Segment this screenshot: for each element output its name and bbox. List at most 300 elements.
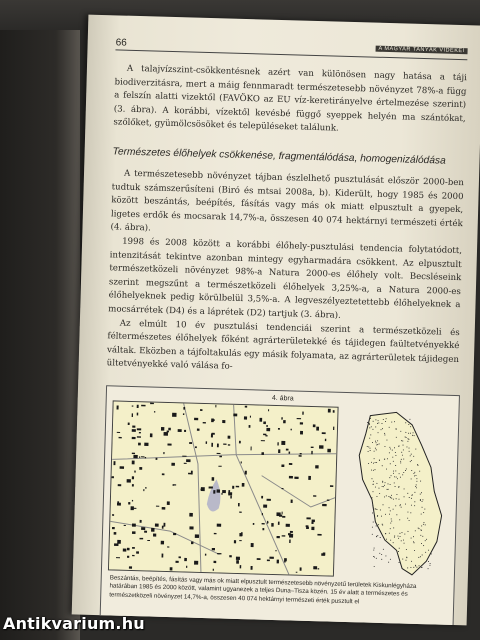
lost-patch [162,553,164,557]
inset-patch [378,422,379,423]
inset-patch [383,549,384,550]
inset-patch [414,505,415,506]
inset-patch [376,558,377,559]
inset-patch [384,433,385,434]
inset-patch [405,436,406,437]
inset-patch [377,535,378,536]
inset-patch [374,458,375,459]
inset-patch [413,536,414,537]
inset-patch [396,476,397,477]
inset-patch [414,542,415,543]
inset-patch [395,470,396,471]
lost-patch [218,466,221,467]
inset-patch [376,444,377,445]
inset-patch [407,518,408,519]
inset-patch [395,455,396,456]
inset-patch [384,496,385,497]
lost-patch [132,429,136,432]
inset-patch [396,498,397,499]
inset-patch [413,432,414,433]
lost-patch [167,443,171,445]
inset-patch [399,473,400,474]
inset-patch [394,476,395,477]
inset-patch [408,531,409,532]
lost-patch [284,561,286,563]
lost-patch [291,499,293,502]
inset-patch [428,568,429,569]
lost-patch [132,500,133,502]
inset-patch [421,525,422,526]
inset-patch [390,510,391,511]
inset-patch [423,522,424,523]
lost-patch [223,443,226,444]
inset-patch [374,566,375,567]
inset-patch [405,422,406,423]
lost-patch [162,526,164,529]
inset-patch [406,446,407,447]
lost-patch [163,523,165,527]
lost-patch [164,432,169,436]
inset-patch [399,533,400,534]
inset-patch [405,432,406,433]
inset-patch [423,524,424,525]
inset-patch [408,424,409,425]
inset-patch [422,536,423,537]
inset-patch [369,438,370,439]
inset-patch [398,538,399,539]
lost-patch [168,428,171,431]
inset-patch [416,487,417,488]
lost-patch [189,513,193,517]
lost-patch [117,405,119,409]
lost-patch [228,436,231,439]
inset-patch [420,556,421,557]
inset-patch [390,559,391,560]
inset-patch [401,440,402,441]
lost-patch [266,425,268,427]
inset-patch [391,495,392,496]
inset-patch [423,512,424,513]
lost-patch [325,439,326,441]
lost-patch [322,432,326,434]
inset-patch [395,486,396,487]
lost-patch [137,428,141,430]
lost-patch [271,523,273,527]
inset-patch [373,556,374,557]
inset-patch [372,442,373,443]
inset-patch [404,543,405,544]
lost-patch [211,443,213,447]
lost-patch [217,453,221,454]
lost-patch [128,422,130,424]
inset-patch [407,441,408,442]
inset-patch [396,428,397,429]
lost-patch [138,443,141,446]
lost-patch [127,479,131,483]
lost-patch [139,456,140,458]
section-paragraph-1: A természetesebb növényzet tájban észlelhető pusztulását először 2000-ben tudtuk számszerűsíteni (Biró és mtsai 2008a, b). Kiderült, hogy 1985 és 2000 között beszántás, beépítés, fásítás vagy más ok miatt elpusztult a gyepek, ligetes erdők és mocsarak 14,7%-a, összesen 40 074 hektárnyi természeti érték (4. ábra). [110,168,465,234]
inset-patch [414,550,415,551]
lost-patch [327,499,330,500]
inset-patch [370,450,371,451]
inset-patch [413,473,414,474]
inset-patch [375,508,376,509]
inset-patch [394,537,395,538]
inset-patch [406,560,407,561]
inset-patch [390,448,391,449]
inset-patch [431,553,432,554]
inset-patch [376,525,377,526]
lost-patch [147,540,150,541]
lost-patch [233,413,237,416]
inset-patch [414,501,415,502]
inset-patch [387,458,388,459]
running-head: A MAGYAR TANYÁK VIDÉKEI [375,46,467,55]
page-number: 66 [115,37,127,49]
lost-patch [284,558,287,561]
lost-patch [308,476,311,480]
section-paragraph-3: Az elmúlt 10 év pusztulási tendenciái szerint a természetközeli és féltermészetes élőhelyek főként agrárterületekké és tájidegen faültetvényekké váltak. Eközben a tájfoltakulás egy másik folyamata, az agrárterületek tájidegen ültetvényekké való válása fo- [106,318,460,373]
lost-patch [262,523,265,524]
figure-caption: Beszántás, beépítés, fásítás vagy más ok miatt elpusztult természetesebb növényzetű területek Kiskunlégyháza határában 1985 és 2000 között, valamint ugyanezek a teljes Duna–Tisza közén. 15 év alatt a természetes és természetközeli növényzet 14,7%-a, összesen 40 074 hektárnyi természeti érték pusztult el [109,574,417,606]
lost-patch [120,466,124,469]
inset-patch [373,484,374,485]
lost-patch [277,559,279,563]
lost-patch [286,449,289,451]
lost-patch [261,496,263,499]
inset-patch [414,475,415,476]
lost-patch [114,532,117,535]
inset-patch [380,509,381,510]
inset-map [346,409,451,580]
inset-patch [374,451,375,452]
inset-patch [399,499,400,500]
inset-patch [376,509,377,510]
inset-patch [405,470,406,471]
inset-patch [415,448,416,449]
lost-patch [312,519,315,522]
inset-patch [428,550,429,551]
inset-patch [384,459,385,460]
inset-patch [410,433,411,434]
lost-patch [282,516,285,518]
inset-map-drawing [346,409,451,580]
inset-patch [379,553,380,554]
inset-patch [370,418,371,419]
inset-patch [390,523,391,524]
lost-patch [118,484,122,486]
lost-patch [300,453,302,455]
lost-patch [245,471,247,475]
inset-patch [371,426,372,427]
lost-patch [167,501,170,505]
lost-patch [229,555,232,557]
inset-patch [370,448,371,449]
lost-patch [128,502,130,505]
inset-patch [406,557,407,558]
inset-patch [390,463,391,464]
inset-patch [379,488,380,489]
lost-patch [317,534,321,536]
lost-patch [127,548,130,551]
lost-patch [140,520,142,523]
inset-patch [388,483,389,484]
inset-patch [415,530,416,531]
inset-patch [382,481,383,482]
inset-patch [384,434,385,435]
inset-patch [419,528,420,529]
inset-patch [373,491,374,492]
inset-patch [389,507,390,508]
inset-patch [411,470,412,471]
lost-patch [117,503,121,506]
inset-patch [396,437,397,438]
lost-patch [306,525,309,527]
inset-patch [375,486,376,487]
inset-patch [384,446,385,447]
inset-patch [388,496,389,497]
lost-patch [186,566,187,568]
inset-patch [395,505,396,506]
lost-patch [140,538,144,540]
inset-patch [371,462,372,463]
lost-patch [306,517,310,519]
inset-patch [382,482,383,483]
inset-patch [402,532,403,533]
inset-patch [430,563,431,564]
inset-patch [420,481,421,482]
lost-patch [206,441,207,444]
inset-patch [401,507,402,508]
inset-patch [390,540,391,541]
inset-patch [377,423,378,424]
inset-patch [392,450,393,451]
lost-patch [266,428,270,431]
lost-patch [253,523,255,525]
inset-patch [382,465,383,466]
inset-patch [424,508,425,509]
inset-patch [379,459,380,460]
lost-patch [214,533,217,534]
inset-patch [395,465,396,466]
lost-patch [167,430,169,432]
lost-patch [184,558,187,561]
inset-patch [389,477,390,478]
inset-patch [410,426,411,427]
lost-patch [132,547,135,549]
lost-patch [257,558,261,560]
inset-patch [406,468,407,469]
inset-patch [369,424,370,425]
inset-patch [410,567,411,568]
inset-patch [412,435,413,436]
inset-patch [407,511,408,512]
lost-patch [269,557,273,559]
lost-patch [330,485,333,487]
lost-patch [132,437,136,439]
lost-patch [276,512,280,516]
inset-patch [394,482,395,483]
lost-patch [211,418,214,422]
lost-patch [124,525,126,526]
inset-patch [426,539,427,540]
inset-patch [430,565,431,566]
lost-patch [150,403,154,405]
inset-patch [414,435,415,436]
lost-patch [132,405,134,406]
inset-patch [414,492,415,493]
inset-patch [371,478,372,479]
lost-patch [117,540,121,544]
inset-patch [393,470,394,471]
lost-patch [289,451,291,453]
inset-patch [388,562,389,563]
inset-patch [398,536,399,537]
lost-patch [183,413,184,415]
lost-patch [263,421,266,424]
lost-patch [249,425,251,428]
lost-patch [238,503,240,506]
lost-patch [267,521,268,524]
inset-patch [410,461,411,462]
lost-patch [205,554,206,556]
lost-patch [131,506,134,510]
lost-patch [277,536,280,538]
lost-patch [155,523,159,526]
lost-patch [244,416,247,419]
lost-patch [132,476,134,479]
lost-patch [197,428,200,430]
lost-patch [134,470,135,472]
inset-patch [398,487,399,488]
inset-patch [414,472,415,473]
lost-patch [267,499,271,501]
lost-patch [145,487,146,489]
lost-patch [313,424,316,427]
inset-patch [404,534,405,535]
inset-patch [385,421,386,422]
lost-patch [117,432,120,433]
lost-patch [129,566,132,568]
inset-patch [378,432,379,433]
inset-patch [423,545,424,546]
lost-patch [281,488,283,489]
inset-patch [400,462,401,463]
lost-patch [162,473,165,475]
lost-patch [315,465,318,468]
inset-patch [402,455,403,456]
watermark: Antikvarium.hu [3,614,145,633]
lost-patch [234,540,236,543]
lost-patch [245,406,247,408]
inset-patch [396,494,397,495]
inset-patch [367,422,368,423]
inset-patch [389,452,390,453]
lost-patch [213,490,215,494]
lost-patch [313,566,317,569]
lost-patch [283,420,286,423]
inset-patch [422,501,423,502]
inset-patch [394,421,395,422]
main-map-drawing [109,401,338,575]
inset-patch [383,419,384,420]
lost-patch [141,527,145,530]
inset-patch [409,447,410,448]
lost-patch [200,409,202,411]
lost-patch [173,533,176,535]
inset-patch [422,507,423,508]
lost-patch [289,463,292,465]
lost-patch [150,433,153,437]
lost-patch [211,433,213,437]
inset-patch [383,504,384,505]
lost-patch [145,457,146,458]
lost-patch [300,431,303,435]
page-content [99,37,468,625]
inset-patch [416,481,417,482]
lost-patch [213,561,216,563]
lost-patch [296,572,298,573]
lost-patch [217,443,219,447]
inset-patch [400,505,401,506]
book-spine-shadow [0,0,80,640]
inset-patch [373,470,374,471]
inset-patch [367,446,368,447]
inset-patch [400,477,401,478]
inset-patch [421,543,422,544]
inset-patch [390,497,391,498]
lost-patch [114,543,118,546]
inset-patch [376,462,377,463]
lost-patch [209,486,213,488]
lost-patch [267,559,270,561]
lost-patch [236,560,239,564]
inset-patch [374,518,375,519]
inset-patch [398,551,399,552]
lost-patch [286,524,290,527]
inset-patch [385,533,386,534]
inset-patch [411,454,412,455]
section-heading: Természetes élőhelyek csökkenése, fragmentálódása, homogenizálódása [112,146,446,167]
inset-patch [376,496,377,497]
paragraph-1: A talajvízszint-csökkentésnek azért van különösen nagy hatása a táji biodiverzitásra, mert a máig fennmaradt természetesebb növényzet 78%-a függ a felszín alatti vizektől (FAVÖKO az EU víz-keretirányelve értelmezése szerint) (3. ábra). A korábbi, vízektől kevésbé függő syeppek helyén ma szántókat, szőlőket, gyümölcsösöket és településeket találunk. [113,63,467,135]
lost-patch [241,532,243,536]
lost-patch [299,455,302,457]
inset-patch [393,542,394,543]
inset-patch [420,500,421,501]
lost-patch [132,555,135,556]
inset-map-outline [356,411,444,575]
lost-patch [116,557,120,558]
lost-patch [239,441,241,444]
inset-patch [406,549,407,550]
inset-patch [373,507,374,508]
inset-patch [394,535,395,536]
lost-patch [219,456,222,458]
lost-patch [291,429,292,431]
inset-patch [389,427,390,428]
lost-patch [241,461,242,463]
inset-patch [393,527,394,528]
lost-patch [282,535,286,536]
inset-patch [416,478,417,479]
inset-patch [373,463,374,464]
lost-patch [191,471,193,475]
inset-patch [405,504,406,505]
lost-patch [262,513,263,515]
lost-patch [132,523,136,526]
inset-patch [409,497,410,498]
